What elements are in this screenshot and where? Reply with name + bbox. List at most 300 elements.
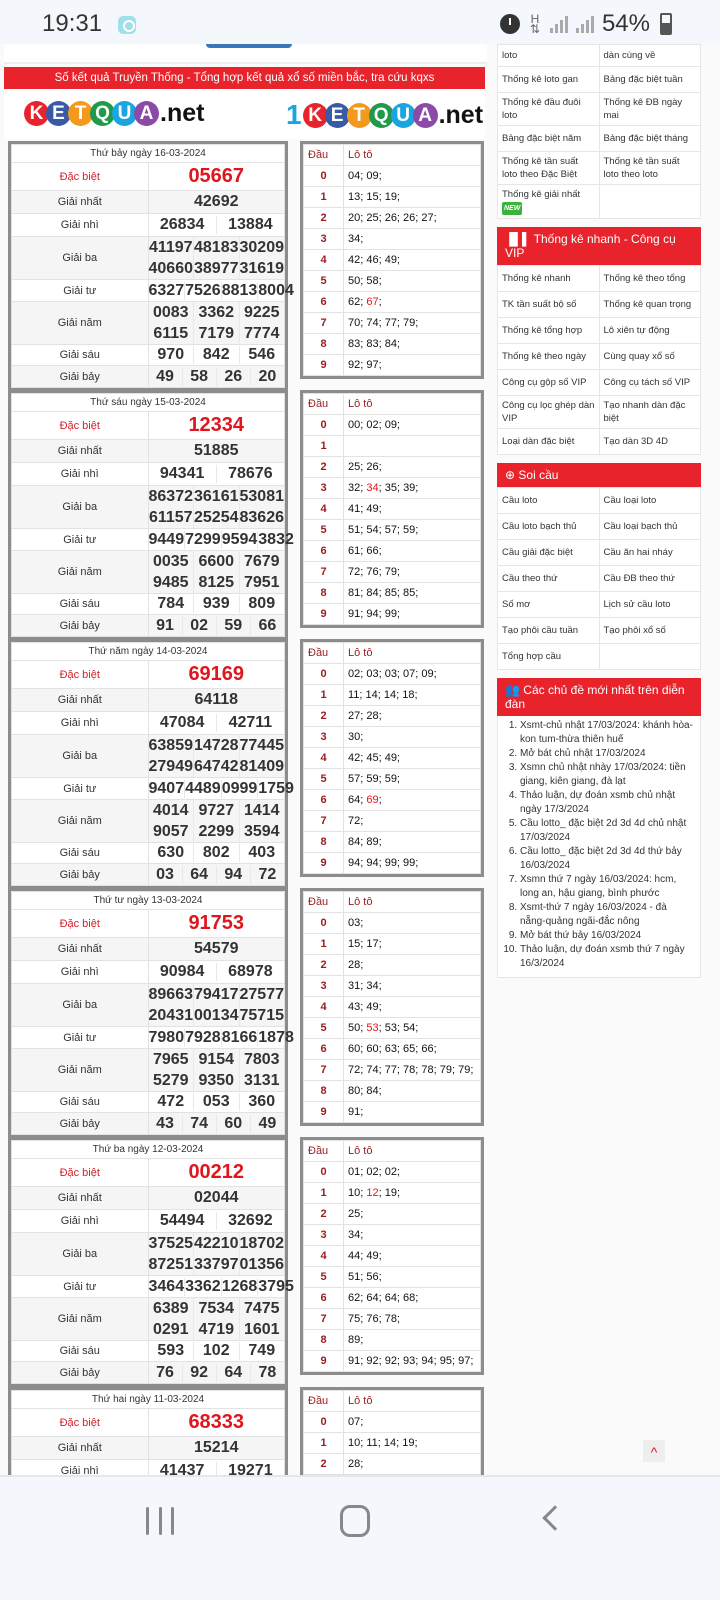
prize-number: 7980 [148, 1028, 185, 1046]
loto-head: 8 [304, 1081, 344, 1102]
sidebar-link[interactable] [599, 592, 701, 618]
sidebar-link[interactable] [498, 185, 600, 219]
logo-letter: Q [90, 101, 115, 126]
logo-letter: K [24, 101, 49, 126]
sidebar-link[interactable] [498, 67, 600, 93]
loto-row [304, 1330, 481, 1351]
logo-row [4, 89, 485, 139]
prize-number: 7803 [239, 1049, 285, 1070]
loto-table [300, 1137, 484, 1375]
loto-values [344, 976, 481, 997]
sidebar-link[interactable] [599, 45, 701, 67]
prize-label: Giải ba [12, 735, 149, 778]
loto-row [304, 334, 481, 355]
users-icon: 👥 [505, 683, 520, 697]
loto-values [344, 1102, 481, 1123]
sidebar-link-label: Cầu theo thứ [502, 573, 558, 584]
prize-g6-values [148, 843, 285, 864]
loto-row [304, 1039, 481, 1060]
prize-number: 94341 [159, 465, 205, 482]
prize-g2-values [148, 961, 285, 984]
loto-table [300, 888, 484, 1126]
prize-number: 19271 [216, 1462, 284, 1475]
sidebar-link[interactable] [498, 566, 600, 592]
prize-g2-values [148, 712, 285, 735]
loto-row [304, 355, 481, 376]
sidebar-link[interactable] [599, 396, 701, 429]
stats-links-grid [497, 44, 701, 219]
loto-values [344, 1162, 481, 1183]
loto-row [304, 583, 481, 604]
loto-row [304, 955, 481, 976]
number-row [149, 572, 285, 593]
forum-topic-link[interactable]: 5. Cầu lotto_ đặc biệt 2d 3d 4d chủ nhật 17/03/2024 [520, 817, 694, 845]
loto-row [304, 1225, 481, 1246]
forum-topic-link[interactable]: 3. Xsmn chủ nhật nhày 17/03/2024: tiền giang, kiên giang, đà lạt [520, 761, 694, 789]
sidebar-link-label: Thống kê ĐB ngày mai [603, 97, 683, 121]
prize-number: 05667 [188, 165, 245, 187]
sidebar-link-label: Số mơ [502, 599, 531, 610]
loto-head: 3 [304, 478, 344, 499]
logo-letter: A [134, 101, 159, 126]
sidebar-link[interactable] [599, 370, 701, 396]
loto-head: 0 [304, 1412, 344, 1433]
prize-db-values [148, 1159, 285, 1187]
sidebar-link-label: Cùng quay xổ số [603, 351, 675, 362]
sidebar-link[interactable] [599, 488, 701, 514]
loto-values [344, 955, 481, 976]
sidebar-link[interactable] [599, 152, 701, 185]
sidebar-link[interactable] [498, 45, 600, 67]
loto-row [304, 313, 481, 334]
loto-head: 2 [304, 208, 344, 229]
sidebar-link[interactable] [498, 318, 600, 344]
loto-row [304, 790, 481, 811]
logo-letter: T [68, 101, 93, 126]
number-row [149, 1233, 285, 1254]
loto-value-text: 34; [348, 233, 364, 245]
loto-head: 7 [304, 1309, 344, 1330]
prize-g1-values [148, 938, 285, 961]
loto-values [344, 706, 481, 727]
prize-g7-values [148, 615, 285, 637]
forum-topic-link[interactable]: 6. Cầu lotto_ đặc biệt 2d 3d 4d thứ bảy 16/03/2024 [520, 845, 694, 873]
prize-number: 3795 [258, 1277, 294, 1295]
loto-header: Lô tô [344, 1141, 481, 1162]
prize-number: 25254 [194, 509, 239, 526]
sidebar-link-label: Cầu giải đặc biệt [502, 547, 573, 558]
sidebar-link[interactable] [599, 93, 701, 126]
prize-number: 51885 [194, 442, 239, 459]
sidebar-link-label: Cầu loại loto [603, 495, 657, 506]
prize-number: 7679 [239, 551, 285, 572]
prize-number: 9350 [193, 1070, 239, 1091]
loto-values [344, 1204, 481, 1225]
loto-head: 7 [304, 562, 344, 583]
number-row [149, 551, 285, 572]
loto-values [344, 1309, 481, 1330]
loto-value-text: 81; 84; 85; 85; [348, 587, 419, 599]
prize-number: 0291 [152, 1321, 189, 1338]
sidebar-link[interactable] [498, 266, 600, 292]
forum-topic-link[interactable]: 9. Mở bát thứ bảy 16/03/2024 [520, 929, 694, 943]
prize-label: Giải sáu [12, 1092, 149, 1113]
loto-head: 6 [304, 1039, 344, 1060]
prize-g5-values [148, 1298, 285, 1341]
new-badge: NEW [502, 202, 522, 215]
loto-head: 9 [304, 355, 344, 376]
vip-section-title: Thống kê nhanh - Công cụ VIP [505, 232, 676, 260]
forum-topic-link[interactable]: 7. Xsmn thứ 7 ngày 16/03/2024: hcm, long an, hậu giang, bình phước [520, 873, 694, 901]
loto-value-text: 07; [348, 1416, 364, 1428]
prize-number: 8166 [221, 1028, 258, 1046]
prize-label: Giải nhì [12, 712, 149, 735]
dau-header: Đầu [304, 892, 344, 913]
sidebar-link[interactable] [498, 93, 600, 126]
dau-header: Đầu [304, 394, 344, 415]
prize-g3-values [148, 1233, 285, 1276]
sidebar-link[interactable] [498, 644, 600, 670]
forum-topic-link[interactable]: 4. Thảo luận, dự đoán xsmb chủ nhật ngày 17/3/2024 [520, 789, 694, 817]
number-row [149, 1212, 285, 1230]
web-page[interactable] [0, 44, 720, 1475]
sidebar-link[interactable] [498, 618, 600, 644]
loto-values [344, 811, 481, 832]
prize-number: 12334 [188, 414, 245, 436]
prize-g7-values [148, 1113, 285, 1135]
loto-head: 5 [304, 520, 344, 541]
prize-g5-values [148, 1049, 285, 1092]
sidebar-link[interactable] [498, 592, 600, 618]
prize-number: 20431 [148, 1007, 193, 1024]
prize-g1-values [148, 440, 285, 463]
sidebar-link-label: Cầu ĐB theo thứ [603, 573, 675, 584]
prize-number: 60 [216, 1115, 250, 1133]
logo-letter: K [303, 103, 328, 128]
sidebar-link[interactable] [599, 266, 701, 292]
loto-head: 3 [304, 976, 344, 997]
loto-value-tail: ; 35; 39; [378, 482, 419, 494]
prize-number: 3131 [239, 1070, 285, 1091]
sidebar-link[interactable] [498, 429, 600, 455]
number-row [149, 844, 285, 862]
prize-number: 33797 [194, 1256, 239, 1273]
loto-head: 2 [304, 955, 344, 976]
prize-number: 0083 [152, 304, 189, 321]
prize-g1-values [148, 191, 285, 214]
loto-row [304, 706, 481, 727]
sidebar-link[interactable] [498, 292, 600, 318]
prize-number: 18702 [239, 1235, 284, 1252]
sidebar-link[interactable] [599, 67, 701, 93]
loto-row [304, 1412, 481, 1433]
prize-label: Giải nhất [12, 191, 149, 214]
loto-head: 6 [304, 541, 344, 562]
prize-label: Giải bảy [12, 1362, 149, 1384]
sidebar-link[interactable] [599, 540, 701, 566]
sidebar-link[interactable] [498, 152, 600, 185]
prize-number: 42692 [194, 193, 239, 210]
loto-value-text: 61; 66; [348, 545, 382, 557]
sidebar-link[interactable] [599, 566, 701, 592]
loto-head: 1 [304, 1183, 344, 1204]
prize-number: 630 [157, 844, 185, 861]
prize-number: 4489 [185, 779, 221, 797]
1ketqua-logo[interactable] [286, 99, 483, 131]
logo-prefix: 1 [286, 99, 302, 130]
sidebar-link[interactable] [498, 126, 600, 152]
loto-values [344, 685, 481, 706]
number-row [149, 617, 285, 635]
number-row [149, 1005, 285, 1026]
logo-suffix: .net [160, 99, 205, 127]
sidebar-link[interactable] [599, 344, 701, 370]
page-banner: Số kết quả Truyền Thống - Tổng hợp kết quả xổ số miền bắc, tra cứu kqxs [4, 67, 485, 89]
chart-icon: ▐▌▌ [505, 232, 531, 246]
back-button[interactable] [542, 1505, 567, 1530]
prize-g2-values [148, 463, 285, 486]
prize-g6-values [148, 345, 285, 366]
prize-g1-values [148, 1187, 285, 1210]
loto-head: 3 [304, 229, 344, 250]
loto-value-tail: ; 19; [378, 1187, 401, 1199]
loto-values [344, 1351, 481, 1372]
loto-value-text: 13; 15; 19; [348, 191, 400, 203]
result-date: Thứ hai ngày 11-03-2024 [12, 1391, 285, 1409]
prize-number: 00134 [194, 1007, 239, 1024]
loto-values [344, 1039, 481, 1060]
number-row [149, 486, 285, 507]
prize-number: 27949 [148, 758, 193, 775]
prize-label: Giải tư [12, 529, 149, 551]
loto-value-text: 11; 14; 14; 18; [348, 689, 418, 701]
loto-row [304, 1060, 481, 1081]
sidebar-link[interactable] [599, 318, 701, 344]
prize-label: Giải sáu [12, 345, 149, 366]
prize-label: Giải nhất [12, 440, 149, 463]
number-row [149, 756, 285, 777]
chevron-up-icon: ^ [650, 1444, 658, 1460]
prize-number: 27577 [239, 986, 284, 1003]
prize-number: 47084 [159, 714, 205, 731]
sidebar-link-label: Thống kê tần suất loto theo Đặc Biệt [502, 156, 579, 180]
loto-head: 6 [304, 1288, 344, 1309]
prize-number: 1601 [239, 1319, 285, 1340]
result-date: Thứ tư ngày 13-03-2024 [12, 892, 285, 910]
result-table [8, 1387, 288, 1475]
prize-number: 6389 [152, 1300, 189, 1317]
sidebar-link[interactable] [599, 126, 701, 152]
forum-topic-link[interactable]: 2. Mở bát chủ nhật 17/03/2024 [520, 747, 694, 761]
sidebar-link-label: Công cụ lọc ghép dàn VIP [502, 400, 595, 424]
loto-value-text: 42; 45; 49; [348, 752, 400, 764]
forum-topic-link[interactable]: 10. Thảo luận, dự đoán xsmb thứ 7 ngày 16/3/2024 [520, 943, 694, 971]
sidebar-link-label: Tạo phôi cầu tuần [502, 625, 579, 636]
prize-g4-values [148, 1027, 294, 1049]
sidebar-link [599, 185, 701, 219]
loto-head: 9 [304, 1102, 344, 1123]
partial-button[interactable] [206, 44, 292, 48]
prize-number: 54494 [159, 1212, 205, 1229]
loto-head: 2 [304, 1454, 344, 1475]
loto-value-text: 04; 09; [348, 170, 382, 182]
sidebar-link-label: Cầu ăn hai nháy [603, 547, 673, 558]
prize-number: 053 [193, 1093, 239, 1111]
loto-value-text: 91; [348, 1106, 364, 1118]
prize-g2-values [148, 1210, 285, 1233]
loto-values [344, 727, 481, 748]
loto-value-text: 62; 64; 64; 68; [348, 1292, 419, 1304]
loto-values [344, 748, 481, 769]
prize-label: Giải nhì [12, 463, 149, 486]
forum-topic-link[interactable]: 1. Xsmt-chủ nhật 17/03/2024: khánh hòa-kon tum-thừa thiên huế [520, 719, 694, 747]
sidebar-link[interactable] [498, 344, 600, 370]
logo-letter: U [391, 103, 416, 128]
vip-links-grid [497, 265, 701, 455]
loto-values [344, 1454, 481, 1475]
prize-number: 54579 [194, 940, 239, 957]
sidebar-link[interactable] [498, 540, 600, 566]
sidebar-link-label: Thống kê giải nhất [502, 189, 581, 200]
result-table [8, 390, 294, 640]
prize-label: Giải tư [12, 1027, 149, 1049]
loto-value-text: 28; [348, 959, 364, 971]
prize-number: 61157 [148, 509, 193, 526]
prize-label: Giải nhất [12, 1437, 149, 1460]
logo-letter: A [413, 103, 438, 128]
prize-number: 360 [239, 1093, 285, 1111]
loto-value-tail: ; [378, 794, 382, 806]
prize-number: 802 [193, 844, 239, 862]
loto-values [344, 541, 481, 562]
loto-value-text: 31; 34; [348, 980, 382, 992]
loto-values [344, 1183, 481, 1204]
prize-number: 77445 [239, 737, 284, 754]
prize-number: 749 [239, 1342, 285, 1360]
loto-header: Lô tô [344, 394, 481, 415]
loto-row [304, 1183, 481, 1204]
loto-value-text: 10; [348, 1187, 367, 1199]
prize-number: 546 [239, 346, 285, 364]
home-button[interactable] [340, 1505, 370, 1537]
navigation-bar [0, 1475, 720, 1600]
prize-number: 79417 [194, 986, 239, 1003]
prize-number: 2299 [193, 821, 239, 842]
loto-values [344, 562, 481, 583]
sidebar-link[interactable] [498, 488, 600, 514]
number-row [149, 237, 285, 258]
prize-label: Giải sáu [12, 1341, 149, 1362]
loto-row [304, 1018, 481, 1039]
sidebar-link-label: Công cụ tách số VIP [603, 377, 691, 388]
prize-g6-values [148, 1341, 285, 1362]
battery-icon [660, 13, 672, 35]
number-row [149, 1462, 285, 1475]
prize-number: 58 [182, 368, 216, 386]
loto-row [304, 853, 481, 874]
recent-apps-button[interactable] [146, 1507, 174, 1535]
sidebar-link[interactable] [599, 618, 701, 644]
prize-label: Giải nhất [12, 689, 149, 712]
loto-value-text: 30; [348, 731, 364, 743]
sidebar-link-label: Bảng đặc biệt tháng [603, 133, 689, 144]
forum-topic-link[interactable]: 8. Xsmt-thứ 7 ngày 16/03/2024 - đà nẵng-quảng ngãi-đắc nông [520, 901, 694, 929]
sidebar-link[interactable] [498, 396, 600, 429]
sidebar-link[interactable] [498, 370, 600, 396]
prize-g2-values [148, 214, 285, 237]
sidebar-link-label: Loại dàn đặc biệt [502, 436, 575, 447]
network-type-icon: H ⇅ [529, 12, 540, 36]
result-date: Thứ năm ngày 14-03-2024 [12, 643, 285, 661]
vip-section-header [497, 227, 701, 265]
number-row [149, 1093, 285, 1111]
prize-number: 72 [250, 866, 284, 884]
prize-number: 94 [216, 866, 250, 884]
number-row [149, 1364, 285, 1382]
sidebar-link [599, 644, 701, 670]
number-row [149, 216, 285, 234]
number-row [149, 1298, 285, 1319]
loto-value-text: 91; 94; 99; [348, 608, 400, 620]
prize-label: Giải nhì [12, 214, 149, 237]
prize-g3-values [148, 486, 285, 529]
result-table [8, 1137, 294, 1387]
sidebar-link[interactable] [599, 514, 701, 540]
loto-head: 4 [304, 997, 344, 1018]
loto-value-text: 25; [348, 1208, 364, 1220]
prize-number: 8125 [193, 572, 239, 593]
loto-row [304, 271, 481, 292]
scroll-to-top-button[interactable] [643, 1440, 665, 1462]
prize-number: 7774 [239, 323, 285, 344]
loto-values [344, 853, 481, 874]
prize-number: 31619 [239, 260, 284, 277]
prize-label: Đặc biệt [12, 661, 149, 689]
loto-values [344, 520, 481, 541]
prize-label: Giải nhất [12, 1187, 149, 1210]
loto-values [344, 436, 481, 457]
loto-value-text: 15; 17; [348, 938, 382, 950]
loto-value-text: 72; 76; 79; [348, 566, 400, 578]
number-row [149, 1254, 285, 1275]
prize-number: 63859 [148, 737, 193, 754]
prize-number: 37525 [148, 1235, 193, 1252]
loto-special-value: 34 [366, 482, 379, 494]
loto-head: 7 [304, 1060, 344, 1081]
prize-db-values [148, 910, 285, 938]
prize-g7-values [148, 864, 285, 886]
ketqua-logo[interactable] [24, 99, 204, 128]
loto-head: 4 [304, 1246, 344, 1267]
loto-values [344, 334, 481, 355]
sidebar-link[interactable] [599, 292, 701, 318]
prize-number: 3594 [239, 821, 285, 842]
sidebar-link[interactable] [498, 514, 600, 540]
logo-letter: E [325, 103, 350, 128]
loto-head: 0 [304, 664, 344, 685]
number-row [149, 735, 285, 756]
loto-head: 9 [304, 604, 344, 625]
result-table [8, 888, 294, 1138]
prize-number: 78 [250, 1364, 284, 1382]
sidebar-link-label: Tạo dàn 3D 4D [603, 436, 668, 447]
sidebar-link[interactable] [599, 429, 701, 455]
forum-list [497, 716, 701, 978]
loto-values [344, 1225, 481, 1246]
loto-row [304, 913, 481, 934]
prize-number: 9449 [148, 530, 185, 548]
prize-g5-values [148, 800, 285, 843]
